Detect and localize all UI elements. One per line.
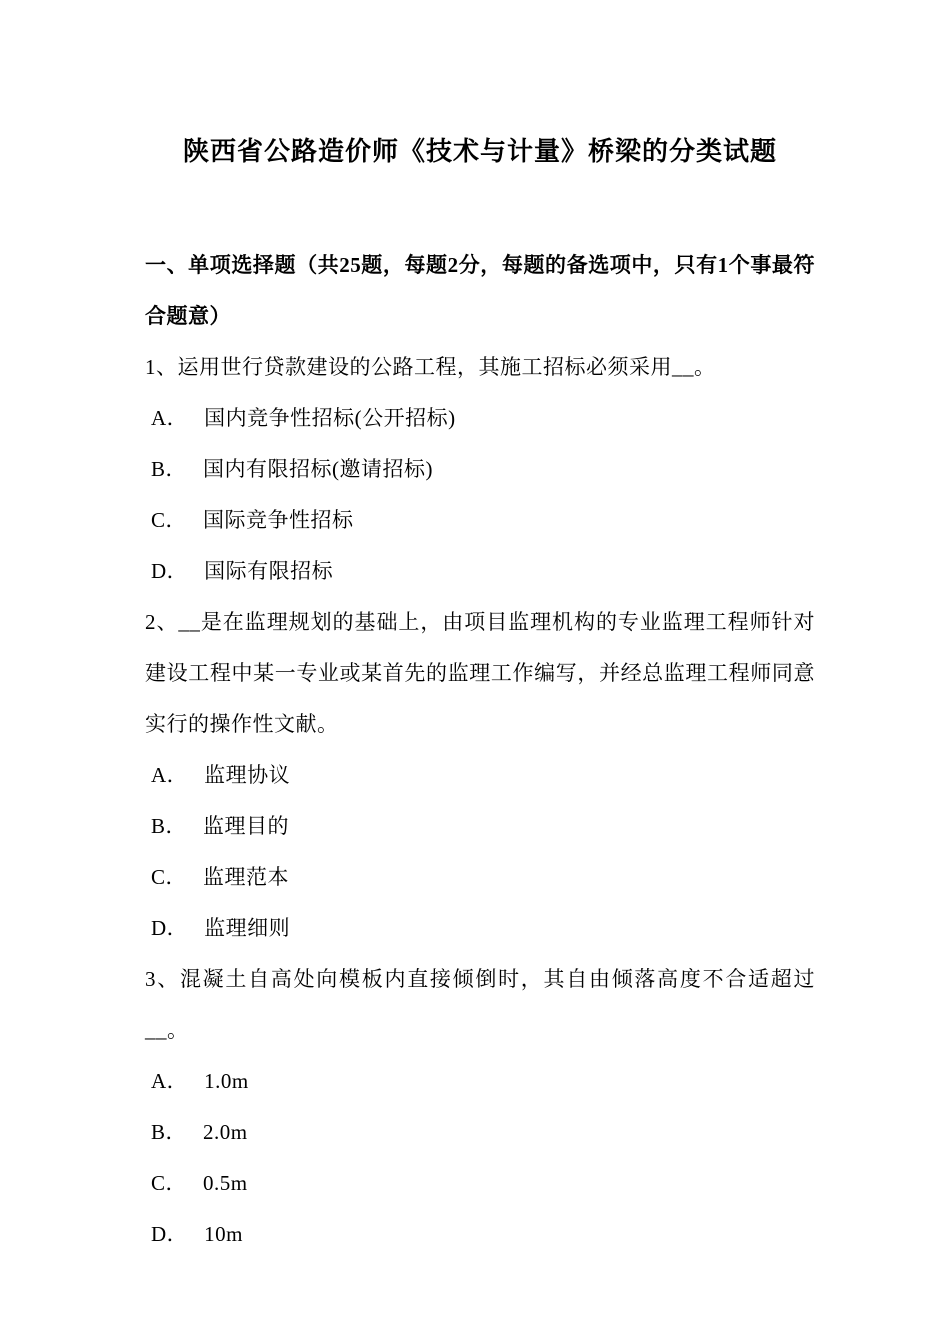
option-label: C． (151, 865, 188, 889)
option-label: C． (151, 1171, 188, 1195)
option-text: 监理细则 (204, 916, 291, 940)
option-text: 国内竞争性招标(公开招标) (204, 406, 456, 430)
option-text: 国际竞争性招标 (203, 508, 354, 532)
option-text: 监理范本 (203, 865, 290, 889)
option-text: 2.0m (203, 1120, 248, 1144)
option-label: D． (151, 1222, 189, 1246)
question-1-option-d (145, 546, 815, 597)
question-1-option-c (145, 495, 815, 546)
question-2-option-d (145, 903, 815, 954)
question-1-option-b (145, 444, 815, 495)
option-label: A． (151, 1069, 189, 1093)
question-2 (145, 597, 815, 954)
option-text: 监理协议 (204, 763, 291, 787)
option-text: 0.5m (203, 1171, 248, 1195)
question-3-option-b (145, 1107, 815, 1158)
option-label: B． (151, 457, 188, 481)
question-2-text: 2、__是在监理规划的基础上，由项目监理机构的专业监理工程师针对建设工程中某一专业或某首先的监理工作编写，并经总监理工程师同意实行的操作性文献。 (145, 610, 815, 736)
section-heading: 一、单项选择题（共25题，每题2分，每题的备选项中，只有1个事最符合题意） (145, 253, 815, 328)
question-3-text: 3、混凝土自高处向模板内直接倾倒时，其自由倾落高度不合适超过__。 (145, 967, 815, 1042)
option-label: C． (151, 508, 188, 532)
option-text: 10m (204, 1222, 244, 1246)
question-3 (145, 954, 815, 1260)
question-1-text: 1、运用世行贷款建设的公路工程，其施工招标必须采用__。 (145, 355, 716, 379)
option-text: 监理目的 (203, 814, 290, 838)
option-label: A． (151, 763, 189, 787)
question-1-option-a (145, 393, 815, 444)
question-3-option-a (145, 1056, 815, 1107)
option-text: 国际有限招标 (204, 559, 334, 583)
document-title: 陕西省公路造价师《技术与计量》桥梁的分类试题 (182, 137, 777, 166)
option-text: 国内有限招标(邀请招标) (203, 457, 434, 481)
option-label: B． (151, 1120, 188, 1144)
question-3-option-c (145, 1158, 815, 1209)
option-label: B． (151, 814, 188, 838)
option-text: 1.0m (204, 1069, 249, 1093)
question-2-option-b (145, 801, 815, 852)
question-1 (145, 342, 815, 597)
question-2-option-c (145, 852, 815, 903)
option-label: D． (151, 916, 189, 940)
question-3-option-d (145, 1209, 815, 1260)
option-label: D． (151, 559, 189, 583)
question-2-option-a (145, 750, 815, 801)
option-label: A． (151, 406, 189, 430)
